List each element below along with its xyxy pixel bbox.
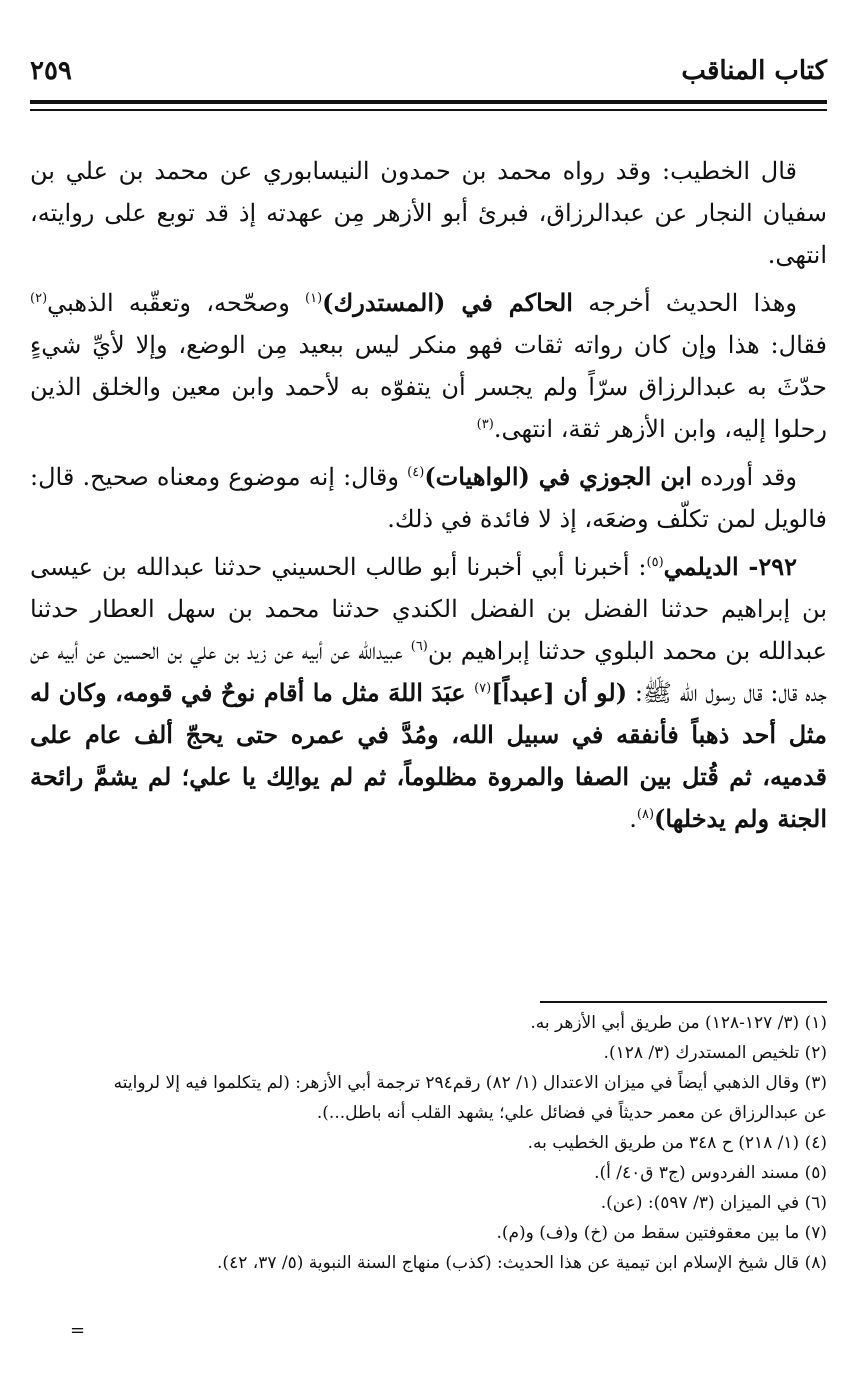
footnote-marker: (٧) [474, 681, 492, 696]
source-reference: الحاكم في (المستدرك) [322, 288, 573, 317]
paragraph-text: . [629, 805, 637, 833]
paragraph-hakim [30, 282, 827, 450]
source-reference: ابن الجوزي في (الواهيات) [424, 462, 692, 491]
footnote-marker: (١) [305, 291, 323, 306]
footnote-8: (٨) قال شيخ الإسلام ابن تيمية عن هذا الحديث: (كذب) منهاج السنة النبوية (٥/ ٣٧، ٤٢). [217, 1253, 827, 1273]
footnote-5: (٥) مسند الفردوس (ج٣ ق٤٠/ أ). [594, 1163, 827, 1183]
paragraph-text: وصحّحه، وتعقّبه الذهبي [47, 289, 306, 317]
header-rule-thick [30, 100, 827, 104]
paragraph-text: وقال: إنه موضوع ومعناه صحيح. قال: فالويل لمن تكلّف وضعَه، إذ لا فائدة في ذلك. [30, 463, 827, 533]
paragraph-text: فقال: هذا وإن كان رواته ثقات فهو منكر ليس ببعيد مِن الوضع، وإلا لأيِّ شيءٍ حدّثَ به عبدالرزاق سرّاً ولم يجسر أن يتفوّه به لأحمد وابن معين والخلق الذين رحلوا إليه، وابن الأزهر ثقة، انتهى. [30, 331, 828, 443]
footnotes [30, 1008, 827, 1278]
paragraph-jawzi [30, 456, 827, 540]
footnote-4: (٤) (١/ ٢١٨) ح ٣٤٨ من طريق الخطيب به. [527, 1133, 827, 1153]
paragraph-text: قال الخطيب: وقد رواه محمد بن حمدون النيسابوري عن محمد بن علي بن سفيان النجار عن عبدالرزاق، فبرئ أبو الأزهر مِن عهدته إذ قد توبع على روايته، انتهى. [30, 157, 827, 269]
footnote-marker: (٨) [636, 807, 655, 822]
footnote-marker: (٤) [407, 465, 425, 480]
chapter-title: كتاب المناقب [681, 56, 827, 86]
paragraph-khatib [30, 150, 827, 276]
footnote-7: (٧) ما بين معقوفتين سقط من (خ) و(ف) و(م). [496, 1223, 827, 1243]
page-number: ٢٥٩ [30, 56, 72, 86]
continuation-mark: = [70, 1320, 86, 1341]
header-rule-thin [30, 109, 827, 111]
footnote-marker: (٣) [476, 417, 494, 432]
hadith-text: (لو أن [عبداً] [491, 678, 628, 707]
paragraph-hadith-292 [30, 546, 827, 840]
paragraph-text: وقد أورده [691, 463, 798, 491]
hadith-number: ٢٩٢- الديلمي [663, 552, 797, 581]
paragraph-text: عبيدالله عن أبيه عن زيد بن علي بن الحسين عن أبيه عن جده قال: قال رسول الله ﷺ: [30, 637, 828, 707]
footnote-1: (١) (٣/ ١٢٧-١٢٨) من طريق أبي الأزهر به. [530, 1013, 827, 1033]
hadith-text: عبَدَ اللهَ مثل ما أقام نوحٌ في قومه، وكان له مثل أحد ذهباً فأنفقه في سبيل الله، ومُدَّ في عمره حتى يحجّ ألف عام على قدميه، ثم قُتل بين الصفا والمروة مظلوماً، ثم لم يوالِك يا علي؛ لم يشمَّ رائحة الجنة ولم يدخلها) [30, 678, 827, 833]
footnote-2: (٢) تلخيص المستدرك (٣/ ١٢٨). [603, 1043, 827, 1063]
paragraph-text: : أخبرنا أبي أخبرنا أبو طالب الحسيني حدثنا عبدالله بن عيسى بن إبراهيم حدثنا الفضل بن الفضل الكندي حدثنا محمد بن سهل العطار حدثنا عبدالله بن محمد البلوي حدثنا إبراهيم بن [30, 553, 828, 665]
main-text [30, 150, 827, 846]
footnote-3: (٣) وقال الذهبي أيضاً في ميزان الاعتدال (١/ ٨٢) رقم٢٩٤ ترجمة أبي الأزهر: (لم يتكلموا فيه إلا لروايته [113, 1073, 827, 1093]
footnote-marker: (٦) [410, 639, 428, 654]
footnote-marker: (٥) [646, 555, 664, 570]
footnote-6: (٦) في الميزان (٣/ ٥٩٧): (عن). [600, 1193, 827, 1213]
paragraph-text: وهذا الحديث أخرجه [572, 289, 797, 317]
running-header [30, 52, 827, 94]
footnote-3-continued: عن عبدالرزاق عن معمر حديثاً في فضائل علي؛ يشهد القلب أنه باطل...). [316, 1103, 827, 1123]
footnote-marker: (٢) [30, 291, 48, 306]
footnote-separator [540, 1001, 827, 1003]
